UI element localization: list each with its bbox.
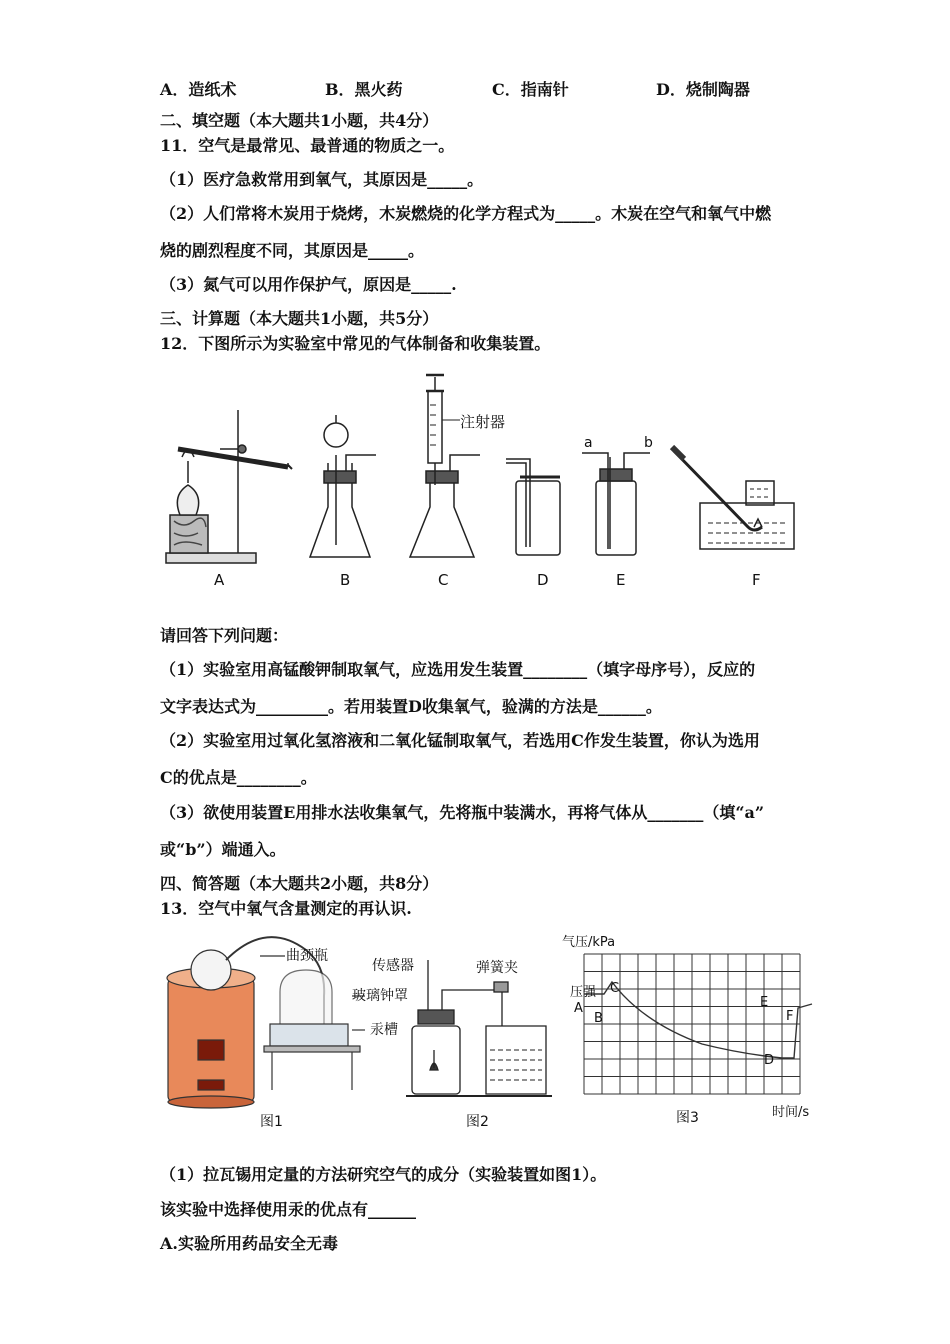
figure-1-label: 图1: [260, 1114, 283, 1130]
point-e: E: [760, 995, 769, 1010]
section-2-heading: 二、填空题（本大题共1小题，共4分）: [160, 111, 439, 130]
option-c: C．指南针: [492, 80, 569, 99]
apparatus-f-label: F: [752, 571, 761, 589]
mercury-trough-label: 汞槽: [370, 1022, 398, 1038]
apparatus-c-drawing: [410, 375, 480, 557]
q11-part3: （3）氮气可以用作保护气，原因是_____.: [160, 275, 457, 294]
figure-2-label: 图2: [466, 1114, 489, 1130]
sensor-label: 传感器: [372, 958, 414, 974]
figure-1-drawing: [167, 937, 365, 1108]
option-a: A．造纸术: [160, 80, 237, 99]
option-b: B．黑火药: [325, 80, 403, 99]
apparatus-e-label: E: [616, 571, 626, 589]
port-b-label: b: [644, 435, 653, 451]
option-d: D．烧制陶器: [656, 80, 750, 99]
q12-part1-cont: 文字表达式为_________。若用装置D收集氧气，验满的方法是______。: [160, 697, 662, 716]
question-12: 12．下图所示为实验室中常见的气体制备和收集装置。: [160, 334, 551, 353]
q13-mercury-question: 该实验中选择使用汞的优点有______: [160, 1200, 417, 1219]
apparatus-f-drawing: [672, 447, 794, 549]
q12-part2-cont: C的优点是________。: [160, 768, 317, 787]
q12-part3: （3）欲使用装置E用排水法收集氧气，先将瓶中装满水，再将气体从_______（填“a”: [160, 803, 765, 822]
question-13: 13．空气中氧气含量测定的再认识.: [160, 899, 412, 918]
y-axis-label: 气压/kPa: [562, 935, 616, 950]
x-axis-label: 时间/s: [772, 1105, 810, 1120]
q11-part1: （1）医疗急救常用到氧气，其原因是_____。: [160, 170, 484, 189]
section-4-heading: 四、简答题（本大题共2小题，共8分）: [160, 874, 439, 893]
q11-part2-cont: 烧的剧烈程度不同，其原因是_____。: [160, 241, 425, 260]
point-a: A: [574, 1001, 583, 1016]
section-3-heading: 三、计算题（本大题共1小题，共5分）: [160, 309, 439, 328]
pressure-label: 压强: [570, 985, 597, 1000]
port-a-label: a: [584, 435, 593, 451]
figure-3-label: 图3: [676, 1110, 699, 1126]
answer-prompt: 请回答下列问题：: [160, 626, 289, 645]
apparatus-a-label: A: [214, 571, 225, 589]
apparatus-a-drawing: [166, 410, 292, 563]
point-f: F: [786, 1009, 794, 1024]
q11-part2: （2）人们常将木炭用于烧烤，木炭燃烧的化学方程式为_____。木炭在空气和氧气中燃: [160, 204, 772, 223]
q12-part3-cont: 或“b”）端通入。: [160, 840, 286, 859]
apparatus-figure: [160, 365, 810, 595]
apparatus-e-drawing: [582, 453, 650, 555]
syringe-label: 注射器: [460, 413, 506, 431]
apparatus-b-drawing: [310, 415, 376, 557]
apparatus-b-label: B: [340, 571, 351, 589]
apparatus-c-label: C: [438, 571, 449, 589]
figure-2-drawing: [406, 960, 552, 1096]
point-c: C: [610, 981, 620, 996]
q13-part1: （1）拉瓦锡用定量的方法研究空气的成分（实验装置如图1）。: [160, 1165, 607, 1184]
figure-3-grid: [584, 954, 800, 1094]
air-experiment-figures: [160, 930, 825, 1135]
apparatus-d-drawing: [506, 459, 560, 555]
question-11: 11．空气是最常见、最普通的物质之一。: [160, 136, 455, 155]
bell-jar-label: 玻璃钟罩: [352, 988, 408, 1004]
q12-part1: （1）实验室用高锰酸钾制取氧气，应选用发生装置________（填字母序号），反应的: [160, 660, 756, 679]
point-b: B: [594, 1011, 603, 1026]
q12-part2: （2）实验室用过氧化氢溶液和二氧化锰制取氧气，若选用C作发生装置，你认为选用: [160, 731, 760, 750]
retort-label: 曲颈瓶: [286, 948, 328, 964]
q13-option-a: A.实验所用药品安全无毒: [160, 1234, 338, 1253]
apparatus-d-label: D: [537, 571, 549, 589]
point-d: D: [764, 1053, 775, 1068]
clamp-label: 弹簧夹: [476, 960, 518, 976]
